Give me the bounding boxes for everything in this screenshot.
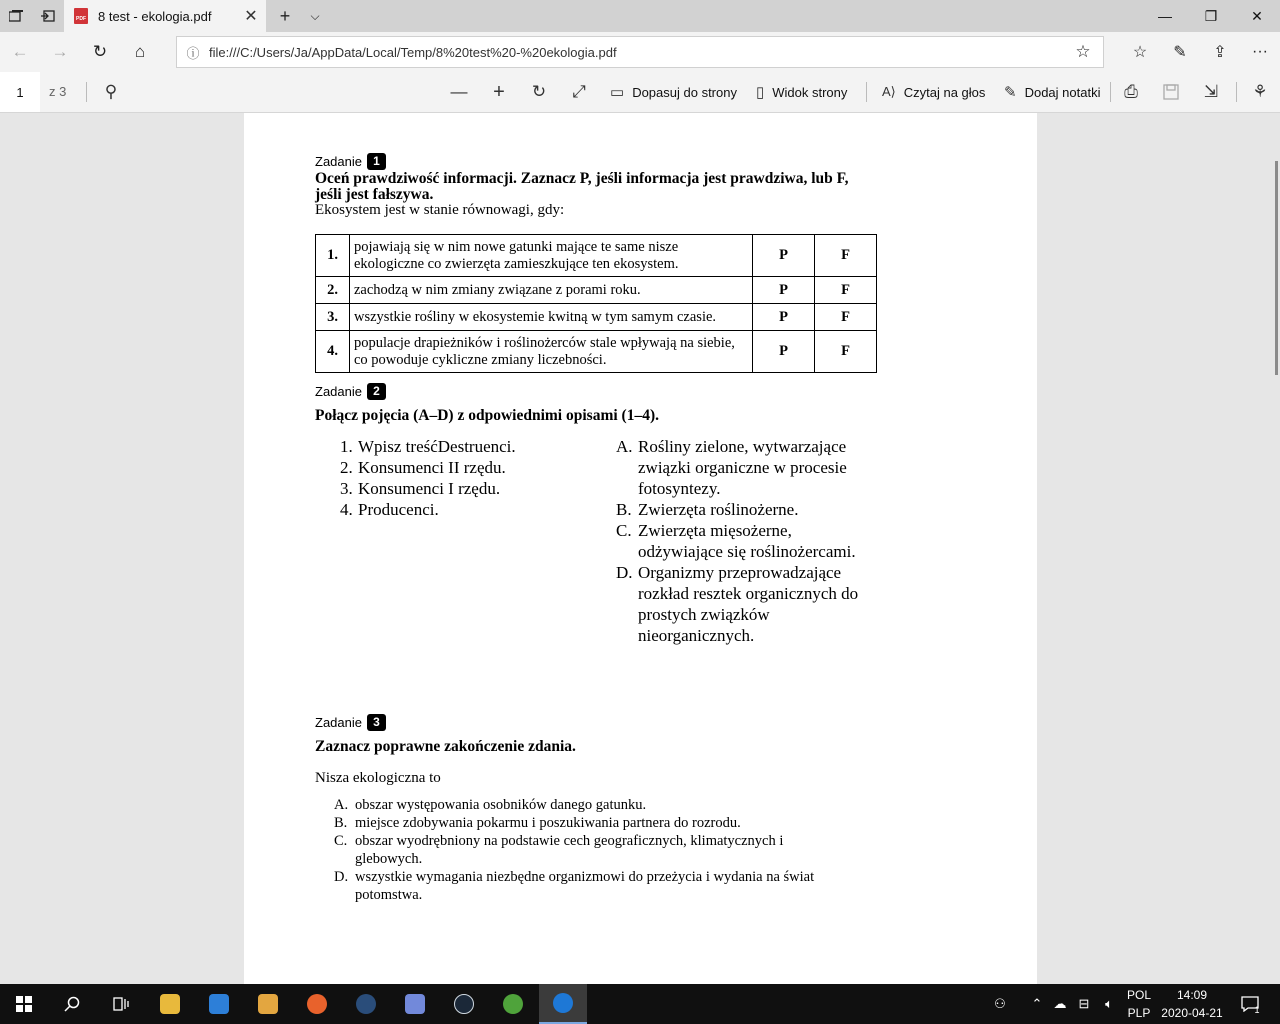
discord-icon[interactable]: [391, 984, 439, 1024]
url-text[interactable]: file:///C:/Users/Ja/AppData/Local/Temp/8%20test%20-%20ekologia.pdf: [209, 44, 617, 60]
zoom-out-icon[interactable]: —: [450, 82, 468, 101]
list-item: [616, 436, 876, 499]
option-text: obszar wyodrębniony na podstawie cech geograficznych, klimatycznych i glebowych.: [355, 833, 784, 867]
item-number: 1.: [340, 437, 353, 456]
restore-icon[interactable]: ❐: [1204, 7, 1218, 24]
video-editor-icon[interactable]: [244, 984, 292, 1024]
keyboard-layout-indicator[interactable]: PLP: [1127, 1006, 1151, 1020]
tab-title: 8 test - ekologia.pdf: [98, 8, 212, 24]
row-statement: populacje drapieżników i roślinożerców stale wpływają na siebie, co powoduje cykliczne zmiany liczebności.: [350, 331, 753, 373]
concept-list: [340, 436, 516, 520]
list-item: [334, 868, 854, 904]
task-number-badge: 3: [367, 714, 386, 731]
edge-icon[interactable]: [539, 984, 587, 1024]
print-icon[interactable]: ⎙: [1124, 82, 1138, 101]
onedrive-cloud-icon[interactable]: ☁: [1053, 996, 1067, 1011]
add-notes-label: Dodaj notatki: [1024, 84, 1101, 100]
answer-true-cell[interactable]: P: [753, 304, 815, 331]
list-item: [340, 436, 516, 457]
task-1-header: [315, 153, 386, 170]
tab-list-chevron-icon[interactable]: ⌵: [310, 8, 320, 23]
task-3-instruction: Zaznacz poprawne zakończenie zdania.: [315, 738, 576, 755]
task-2-instruction: Połącz pojęcia (A–D) z odpowiednimi opisami (1–4).: [315, 407, 659, 424]
table-row: [316, 277, 877, 304]
notification-count-badge: 1: [1254, 1005, 1260, 1015]
option-text: miejsce zdobywania pokarmu i poszukiwania partnera do rozrodu.: [355, 815, 741, 831]
toolbar-divider: [1236, 82, 1237, 102]
list-item: [334, 796, 854, 814]
notes-pen-icon: ✎: [1004, 84, 1017, 101]
answer-false-cell[interactable]: F: [815, 331, 877, 373]
answer-true-cell[interactable]: P: [753, 277, 815, 304]
true-false-table: [315, 234, 877, 373]
item-letter: A.: [616, 437, 633, 456]
refresh-icon[interactable]: ↻: [92, 42, 108, 61]
fullscreen-icon[interactable]: ⤢: [572, 82, 586, 101]
add-notes-button[interactable]: [1004, 72, 1100, 112]
utorrent-icon[interactable]: [489, 984, 537, 1024]
answer-true-cell[interactable]: P: [753, 331, 815, 373]
pdf-toolbar: [0, 72, 1280, 113]
answer-options-list: [334, 796, 854, 904]
windows-taskbar: [0, 984, 1280, 1024]
pin-toolbar-icon[interactable]: ⚘: [1252, 82, 1268, 101]
tab-bar: [0, 0, 1280, 32]
list-item: [340, 457, 516, 478]
share-icon[interactable]: ⇪: [1213, 44, 1227, 61]
item-text: Zwierzęta roślinożerne.: [638, 500, 799, 519]
task-3-lead: Nisza ekologiczna to: [315, 770, 441, 786]
add-favorite-star-icon[interactable]: ☆: [1075, 42, 1091, 61]
list-item: [616, 562, 876, 646]
task-1-lead: Ekosystem jest w stanie równowagi, gdy:: [315, 202, 565, 218]
read-aloud-icon: A⟩: [882, 84, 896, 99]
item-text: Konsumenci II rzędu.: [358, 458, 506, 477]
clock-time[interactable]: 14:09: [1176, 988, 1208, 1002]
set-aside-tabs-icon[interactable]: [32, 0, 64, 32]
read-aloud-label: Czytaj na głos: [903, 84, 986, 100]
table-row: [316, 331, 877, 373]
item-letter: C.: [616, 521, 632, 540]
people-icon[interactable]: ⚇: [994, 996, 1006, 1011]
fit-page-icon: ▭: [610, 84, 625, 101]
option-letter: D.: [334, 869, 349, 885]
answer-false-cell[interactable]: F: [815, 235, 877, 277]
description-list: [616, 436, 876, 646]
answer-false-cell[interactable]: F: [815, 304, 877, 331]
row-number: 3.: [316, 304, 350, 331]
tab-close-icon[interactable]: ✕: [244, 8, 258, 25]
notification-center-icon[interactable]: [1236, 984, 1264, 1024]
item-letter: D.: [616, 563, 633, 582]
page-view-button[interactable]: [756, 72, 847, 112]
list-item: [616, 520, 876, 562]
item-text: Zwierzęta mięsożerne, odżywiające się roślinożercami.: [638, 521, 856, 561]
support-app-icon[interactable]: [342, 984, 390, 1024]
page-number-input[interactable]: 1: [0, 72, 40, 112]
new-tab-icon[interactable]: +: [279, 5, 291, 26]
fit-to-page-button[interactable]: [610, 72, 737, 112]
task-1-instruction: Oceń prawdziwość informacji. Zaznacz P, jeśli informacja jest prawdziwa, lub F, jeśli jest fałszywa.: [315, 170, 849, 203]
task-2-header: [315, 383, 386, 400]
list-item: [334, 832, 854, 868]
row-number: 4.: [316, 331, 350, 373]
item-number: 2.: [340, 458, 353, 477]
toolbar-divider: [86, 82, 87, 102]
info-icon[interactable]: ⓘ: [186, 45, 200, 61]
tab-active-pdf[interactable]: [64, 0, 266, 32]
volume-icon[interactable]: 🔈︎: [1105, 996, 1113, 1011]
item-text: Wpisz treśćDestruenci.: [358, 437, 516, 456]
option-letter: A.: [334, 797, 349, 813]
list-item: [340, 499, 516, 520]
list-item: [340, 478, 516, 499]
row-statement: wszystkie rośliny w ekosystemie kwitną w tym samym czasie.: [350, 304, 753, 331]
task-label: Zadanie: [315, 154, 362, 169]
task-label: Zadanie: [315, 384, 362, 399]
start-windows-icon[interactable]: [0, 984, 48, 1024]
page-view-label: Widok strony: [772, 84, 848, 100]
toolbar-divider: [866, 82, 867, 102]
answer-true-cell[interactable]: P: [753, 235, 815, 277]
search-icon[interactable]: [48, 984, 96, 1024]
item-text: Konsumenci I rzędu.: [358, 479, 501, 498]
task-number-badge: 1: [367, 153, 386, 170]
web-notes-pen-icon[interactable]: ✎: [1173, 44, 1187, 61]
option-text: obszar występowania osobników danego gatunku.: [355, 797, 647, 813]
rotate-icon[interactable]: ↻: [531, 82, 547, 101]
item-letter: B.: [616, 500, 632, 519]
option-text: wszystkie wymagania niezbędne organizmowi do przeżycia i wydania na świat potomstwa.: [355, 869, 815, 903]
home-icon[interactable]: ⌂: [134, 42, 146, 61]
read-aloud-button[interactable]: [882, 72, 985, 112]
pdf-viewer[interactable]: [0, 113, 1280, 984]
item-number: 3.: [340, 479, 353, 498]
task-label: Zadanie: [315, 715, 362, 730]
row-statement: pojawiają się w nim nowe gatunki mające te same nisze ekologiczne co zwierzęta zamieszkujące ten ekosystem.: [350, 235, 753, 277]
clock-date[interactable]: 2020-04-21: [1161, 1006, 1223, 1020]
task-number-badge: 2: [367, 383, 386, 400]
store-icon[interactable]: [195, 984, 243, 1024]
minimize-icon[interactable]: —: [1158, 8, 1172, 24]
language-indicator[interactable]: POL: [1126, 988, 1151, 1002]
pdf-page: [244, 113, 1037, 984]
task-view-icon[interactable]: [96, 984, 144, 1024]
url-input[interactable]: [176, 36, 1104, 68]
show-hidden-icons-chevron-icon[interactable]: ⌃: [1031, 996, 1043, 1011]
page-total: z 3: [49, 84, 67, 99]
fit-to-page-label: Dopasuj do strony: [632, 84, 737, 100]
item-text: Organizmy przeprowadzające rozkład resztek organicznych do prostych związków nieorganicznych.: [638, 563, 859, 645]
list-item: [334, 814, 854, 832]
list-item: [616, 499, 876, 520]
save-icon[interactable]: [1151, 72, 1191, 112]
zoom-in-icon[interactable]: +: [493, 80, 505, 103]
save-as-icon[interactable]: ⇲: [1203, 82, 1219, 101]
option-letter: C.: [334, 833, 348, 849]
vertical-scrollbar[interactable]: [1275, 161, 1278, 375]
page-view-icon: ▯: [756, 84, 765, 101]
address-bar: [0, 32, 1280, 72]
forward-icon[interactable]: →: [51, 42, 69, 61]
item-text: Producenci.: [358, 500, 439, 519]
item-text: Rośliny zielone, wytwarzające związki organiczne w procesie fotosyntezy.: [638, 437, 847, 498]
row-number: 1.: [316, 235, 350, 277]
network-icon[interactable]: ⊟: [1078, 996, 1090, 1011]
favorites-icon[interactable]: ☆: [1132, 44, 1148, 61]
tab-actions-icon[interactable]: [0, 0, 32, 32]
table-row: [316, 235, 877, 277]
row-number: 2.: [316, 277, 350, 304]
pdf-file-icon: PDF: [74, 8, 88, 24]
more-icon[interactable]: ···: [1252, 43, 1268, 60]
file-explorer-icon[interactable]: [146, 984, 194, 1024]
close-window-icon[interactable]: ✕: [1251, 7, 1263, 24]
item-number: 4.: [340, 500, 353, 519]
task-3-header: [315, 714, 386, 731]
back-icon[interactable]: ←: [11, 42, 29, 61]
option-letter: B.: [334, 815, 348, 831]
firefox-icon[interactable]: [293, 984, 341, 1024]
steam-icon[interactable]: [440, 984, 488, 1024]
table-row: [316, 304, 877, 331]
answer-false-cell[interactable]: F: [815, 277, 877, 304]
row-statement: zachodzą w nim zmiany związane z porami roku.: [350, 277, 753, 304]
search-icon[interactable]: ⚲: [104, 82, 118, 101]
